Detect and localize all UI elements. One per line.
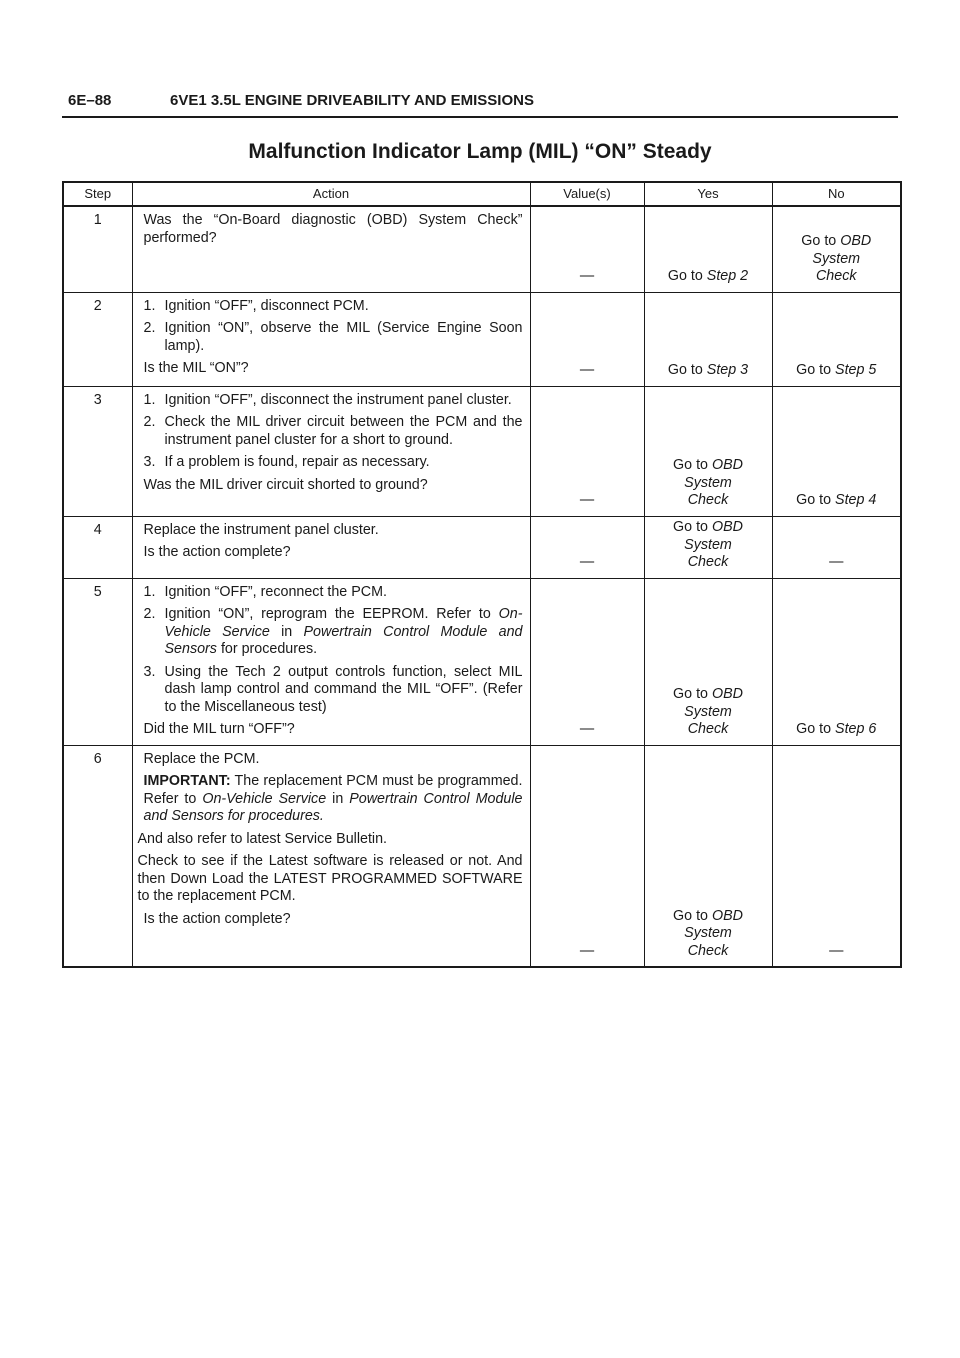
no-cell <box>772 292 901 386</box>
yes-cell <box>644 516 772 578</box>
yes-cell <box>644 745 772 967</box>
yes-target-line3: Check <box>687 554 729 570</box>
no-cell <box>772 206 901 292</box>
action-item-text: in <box>281 623 293 640</box>
action-question: Is the MIL “ON”? <box>143 360 249 376</box>
step-number: 1 <box>63 206 132 292</box>
step-number: 2 <box>63 292 132 386</box>
step-number: 5 <box>63 578 132 745</box>
yes-prefix: Go to <box>673 907 708 924</box>
no-cell <box>772 578 901 745</box>
step-number: 3 <box>63 386 132 516</box>
software-note: Check to see if the Latest software is released or not. And then Down Load the LATEST PROGRAMMED SOFTWARE to the replacement PCM. <box>137 853 523 904</box>
yes-target-line1: OBD <box>711 519 743 535</box>
action-question: Is the action complete? <box>143 544 291 560</box>
action-item: Ignition “OFF”, reconnect the PCM. <box>164 583 387 600</box>
table-header-row <box>63 182 901 206</box>
step-number: 6 <box>63 745 132 967</box>
action-item: Using the Tech 2 output controls function, select MIL dash lamp control and command the MIL “OFF”. (Refer to the Miscellaneous test) <box>164 663 523 715</box>
yes-target: Step 3 <box>706 362 749 378</box>
value-cell: — <box>530 578 644 745</box>
no-prefix: Go to <box>796 492 832 508</box>
bulletin-note: And also refer to latest Service Bulletin. <box>137 830 388 847</box>
yes-cell <box>644 292 772 386</box>
column-header-step: Step <box>63 182 132 206</box>
reference-link: On-Vehicle Service <box>164 606 523 640</box>
action-item-text: Ignition “ON”, reprogram the EEPROM. Refer to <box>164 606 491 622</box>
table-row <box>63 292 901 386</box>
column-header-values: Value(s) <box>530 182 644 206</box>
no-target: Step 6 <box>835 721 877 737</box>
yes-prefix: Go to <box>673 457 708 473</box>
step-number: 4 <box>63 516 132 578</box>
action-text: Replace the instrument panel cluster. <box>143 521 379 538</box>
action-cell <box>132 206 530 292</box>
section-title: 6VE1 3.5L ENGINE DRIVEABILITY AND EMISSIONS <box>170 92 534 109</box>
no-prefix: Go to <box>796 721 832 737</box>
table-row <box>63 745 901 967</box>
important-text: The replacement PCM must be programmed. Refer to <box>143 773 523 807</box>
table-row <box>63 578 901 745</box>
yes-target-line2: System <box>684 536 732 553</box>
no-target: Step 4 <box>835 492 877 508</box>
yes-prefix: Go to <box>667 362 703 378</box>
reference-link: Powertrain Control Module and Sensors for procedures. <box>143 790 523 824</box>
table-row <box>63 516 901 578</box>
table-row <box>63 206 901 292</box>
yes-prefix: Go to <box>673 686 708 702</box>
yes-target-line3: Check <box>687 942 729 959</box>
column-header-yes: Yes <box>644 182 772 206</box>
reference-link: On-Vehicle Service <box>202 790 327 807</box>
yes-cell <box>644 578 772 745</box>
action-cell <box>132 516 530 578</box>
important-label: IMPORTANT: <box>143 773 231 789</box>
important-text: in <box>332 790 344 807</box>
value-cell: — <box>530 386 644 516</box>
yes-target-line1: OBD <box>711 686 743 702</box>
yes-cell <box>644 386 772 516</box>
value-cell: — <box>530 516 644 578</box>
no-cell: — <box>772 745 901 967</box>
action-item: Ignition “OFF”, disconnect the instrument panel cluster. <box>164 391 512 408</box>
yes-cell <box>644 206 772 292</box>
page-header <box>62 90 898 118</box>
no-prefix: Go to <box>796 362 832 378</box>
yes-target-line2: System <box>684 925 732 941</box>
action-item-text: for procedures. <box>220 641 318 657</box>
yes-target-line3: Check <box>687 721 729 737</box>
action-question: Was the MIL driver circuit shorted to ground? <box>143 476 428 493</box>
yes-prefix: Go to <box>667 268 703 284</box>
page-title: Malfunction Indicator Lamp (MIL) “ON” Steady <box>248 140 712 163</box>
value-cell: — <box>530 206 644 292</box>
value-cell: — <box>530 745 644 967</box>
table-row <box>63 386 901 516</box>
reference-link: Powertrain Control Module and Sensors <box>164 623 523 657</box>
page-number: 6E–88 <box>68 92 112 109</box>
column-header-no: No <box>772 182 901 206</box>
no-cell: — <box>772 516 901 578</box>
column-header-action: Action <box>132 182 530 206</box>
action-question: Was the “On-Board diagnostic (OBD) System Check” performed? <box>143 212 523 246</box>
no-target-line3: Check <box>815 268 857 284</box>
action-text: Replace the PCM. <box>143 750 260 767</box>
action-cell <box>132 745 530 967</box>
yes-target-line2: System <box>684 703 732 720</box>
no-prefix: Go to <box>801 233 837 249</box>
diagnostic-table <box>62 181 902 968</box>
action-item <box>165 606 523 659</box>
yes-target-line1: OBD <box>711 907 743 924</box>
important-note <box>144 773 523 826</box>
action-item: Ignition “ON”, observe the MIL (Service Engine Soon lamp). <box>164 320 523 354</box>
action-cell: 1. Ignition “OFF”, reconnect the PCM. 2. Ignition “ON”, reprogram the EEPROM. Refer to On-Vehicle Service in Powertrain Control Module and Sensors for procedures. 3. Using the Tech 2 output controls function, select MIL dash lamp control and command the MIL “OFF”. (Refer to the Miscellaneous test) Did the MIL turn “OFF”? <box>132 578 530 745</box>
yes-prefix: Go to <box>673 519 708 535</box>
action-cell: 1. Ignition “OFF”, disconnect PCM. 2. Ignition “ON”, observe the MIL (Service Engine Soon lamp). Is the MIL “ON”? <box>132 292 530 386</box>
action-item: Check the MIL driver circuit between the PCM and the instrument panel cluster for a short to ground. <box>164 414 523 448</box>
yes-target-line2: System <box>684 474 732 491</box>
yes-target-line3: Check <box>687 492 729 508</box>
yes-target: Step 2 <box>706 268 749 284</box>
no-target: Step 5 <box>835 362 877 378</box>
value-cell: — <box>530 292 644 386</box>
no-cell <box>772 386 901 516</box>
action-question: Did the MIL turn “OFF”? <box>143 721 295 737</box>
yes-target-line1: OBD <box>711 457 743 473</box>
action-cell: 1. Ignition “OFF”, disconnect the instrument panel cluster. 2. Check the MIL driver circuit between the PCM and the instrument panel cluster for a short to ground. 3. If a problem is found, repair as necessary. Was the MIL driver circuit shorted to ground? <box>132 386 530 516</box>
no-target-line2: System <box>812 250 861 267</box>
action-question: Is the action complete? <box>143 910 291 927</box>
no-target-line1: OBD <box>840 233 872 249</box>
action-item: Ignition “OFF”, disconnect PCM. <box>164 297 369 314</box>
action-item: If a problem is found, repair as necessary. <box>164 454 430 470</box>
